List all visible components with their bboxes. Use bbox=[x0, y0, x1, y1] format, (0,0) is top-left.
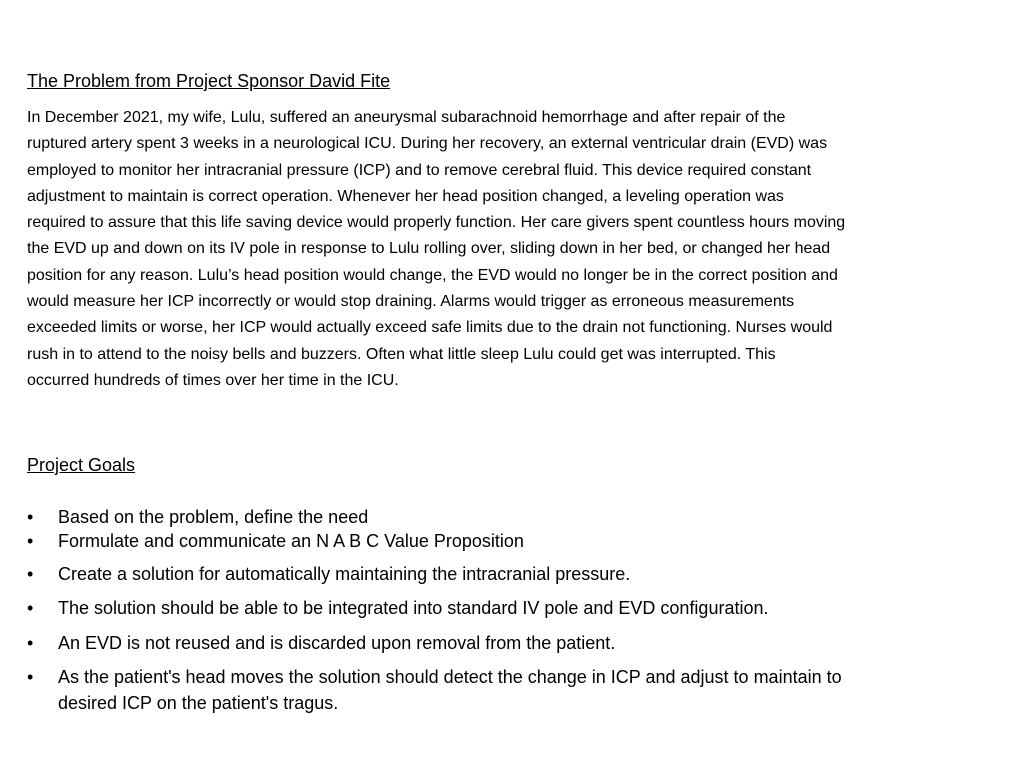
problem-line: ruptured artery spent 3 weeks in a neurological ICU. During her recovery, an external ventricular drain (EVD) was bbox=[27, 135, 828, 153]
bullet-icon: • bbox=[27, 633, 34, 653]
problem-line: required to assure that this life saving device would properly function. Her care givers spent countless hours moving bbox=[27, 214, 846, 232]
problem-line: rush in to attend to the noisy bells and buzzers. Often what little sleep Lulu could get was interrupted. This bbox=[27, 345, 776, 363]
goal-line: The solution should be able to be integrated into standard IV pole and EVD configuration. bbox=[58, 598, 769, 618]
problem-line: exceeded limits or worse, her ICP would actually exceed safe limits due to the drain not functioning. Nurses would bbox=[27, 319, 833, 337]
problem-heading: The Problem from Project Sponsor David Fite bbox=[27, 71, 391, 91]
bullet-icon: • bbox=[27, 667, 34, 687]
goal-text bbox=[58, 630, 615, 656]
goal-text bbox=[58, 561, 630, 587]
goal-line: Create a solution for automatically maintaining the intracranial pressure. bbox=[58, 564, 631, 584]
problem-paragraph bbox=[27, 105, 977, 394]
bullet-icon: • bbox=[27, 598, 34, 618]
problem-line: occurred hundreds of times over her time in the ICU. bbox=[27, 371, 399, 389]
goal-line: desired ICP on the patient's tragus. bbox=[58, 693, 339, 713]
goal-line: An EVD is not reused and is discarded upon removal from the patient. bbox=[58, 633, 616, 653]
bullet-icon: • bbox=[27, 507, 34, 527]
goal-text bbox=[58, 504, 368, 530]
goal-text bbox=[58, 664, 842, 716]
goal-text bbox=[58, 528, 524, 554]
problem-line: position for any reason. Lulu’s head position would change, the EVD would no longer be in the correct position and bbox=[27, 266, 838, 284]
goal-line: Based on the problem, define the need bbox=[58, 507, 369, 527]
goal-text bbox=[58, 595, 768, 621]
problem-line: the EVD up and down on its IV pole in response to Lulu rolling over, sliding down in her bed, or changed her head bbox=[27, 240, 831, 258]
goal-line: Formulate and communicate an N A B C Value Proposition bbox=[58, 531, 524, 551]
bullet-icon: • bbox=[27, 564, 34, 584]
problem-line: In December 2021, my wife, Lulu, suffered an aneurysmal subarachnoid hemorrhage and after repair of the bbox=[27, 109, 786, 126]
problem-line: would measure her ICP incorrectly or would stop draining. Alarms would trigger as erroneous measurements bbox=[27, 293, 795, 311]
problem-line: adjustment to maintain is correct operation. Whenever her head position changed, a leveling operation was bbox=[27, 187, 784, 205]
problem-line: employed to monitor her intracranial pressure (ICP) and to remove cerebral fluid. This device required constant bbox=[27, 161, 812, 179]
goals-heading: Project Goals bbox=[27, 455, 136, 475]
goal-line: As the patient's head moves the solution should detect the change in ICP and adjust to maintain to bbox=[58, 667, 842, 687]
bullet-icon: • bbox=[27, 531, 34, 551]
